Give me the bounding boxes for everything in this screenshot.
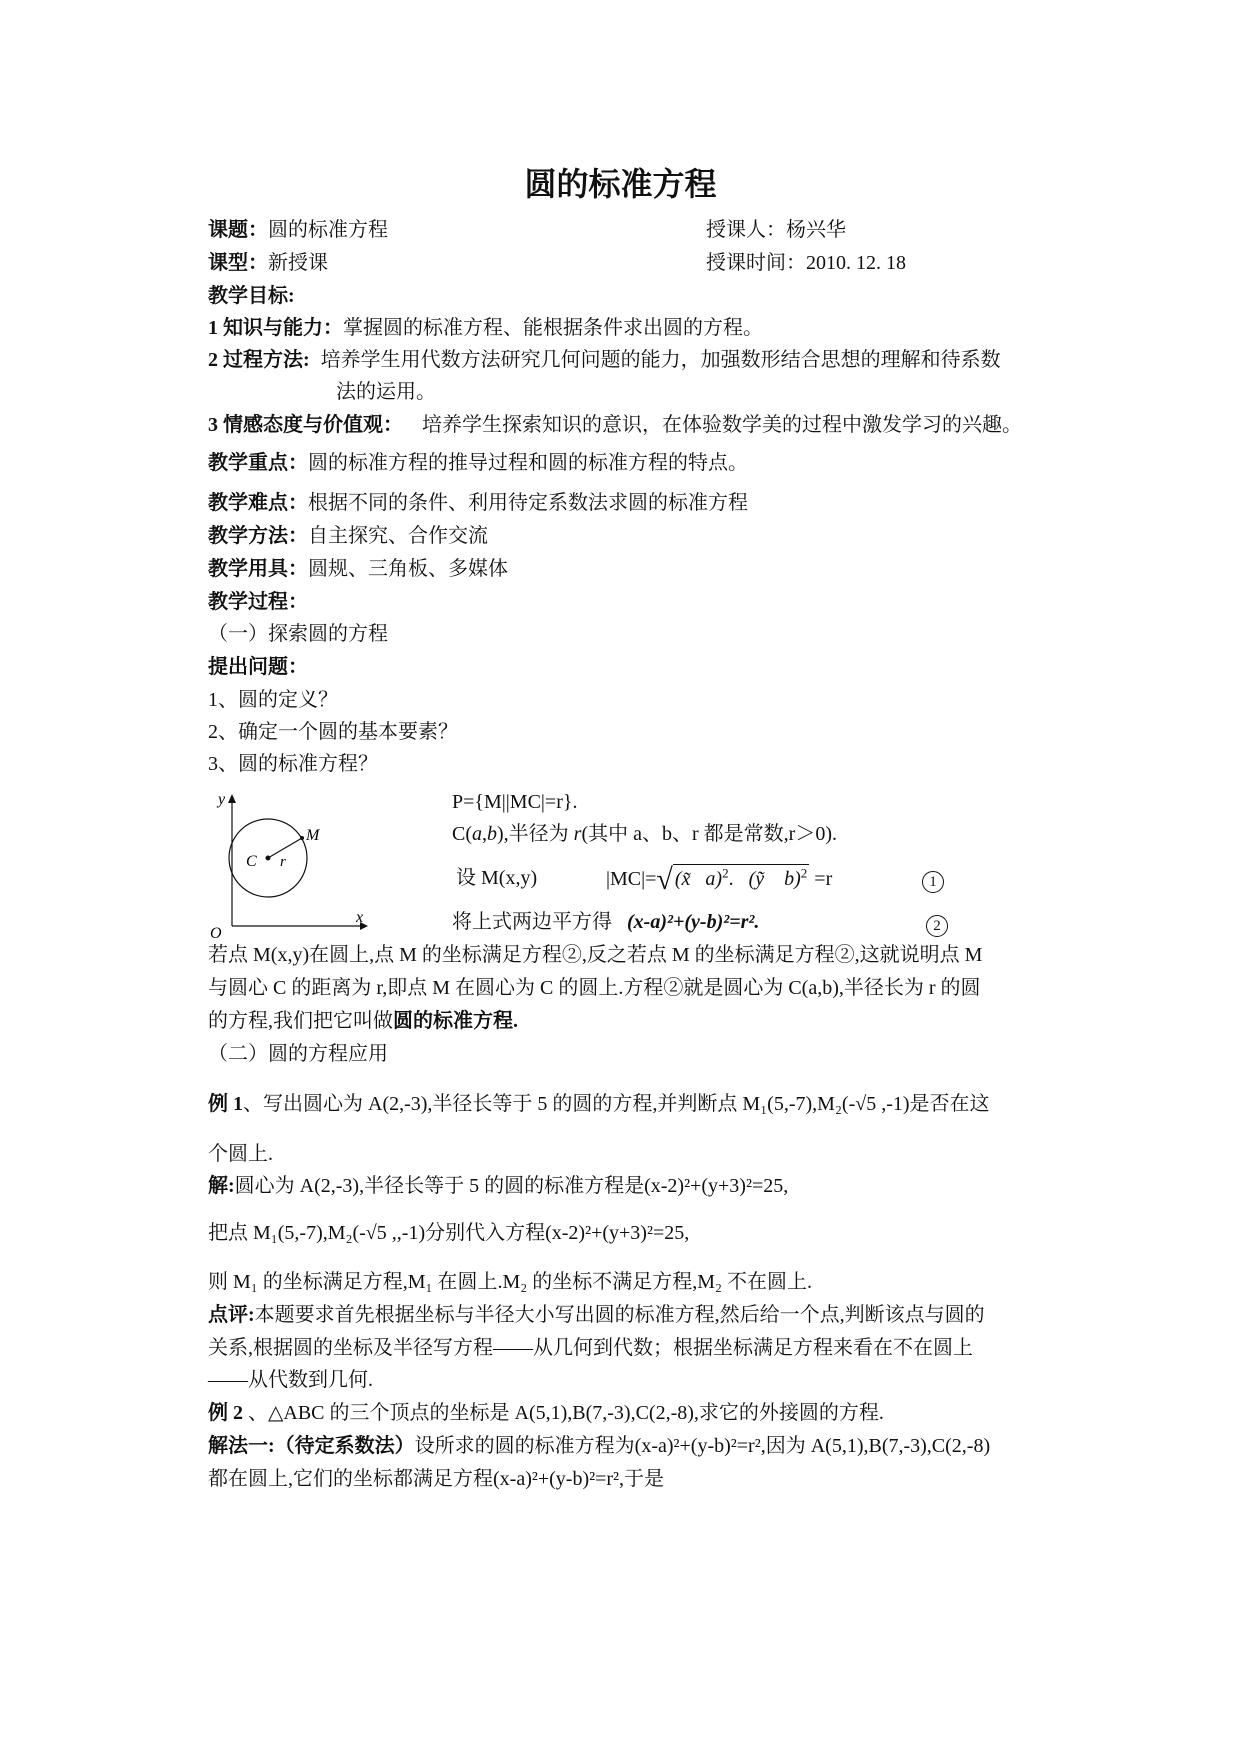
example-1-comment-3: ——从代数到几何. xyxy=(208,1369,373,1391)
focus-line xyxy=(208,449,748,477)
center-comma: , xyxy=(482,823,487,845)
square-text: 将上式两边平方得 xyxy=(452,911,612,933)
solution-method-label: 解法一:（待定系数法） xyxy=(208,1435,415,1457)
center-note: (其中 a、b、r 都是常数,r＞0). xyxy=(581,823,837,845)
goal-2-cont: 法的运用。 xyxy=(336,381,436,403)
explain-line-3 xyxy=(208,1007,518,1035)
explain-l3-bold: 圆的标准方程. xyxy=(393,1010,518,1032)
goal-1-label: 1 知识与能力： xyxy=(208,317,343,339)
focus-text: 圆的标准方程的推导过程和圆的标准方程的特点。 xyxy=(308,452,748,474)
type-value: 新授课 xyxy=(268,252,328,274)
goal-2 xyxy=(208,346,1001,374)
example-1-text: 、写出圆心为 A(2,-3),半径长等于 5 的圆的方程,并判断点 M₁(5,-7),M₂(-√5 ,-1)是否在这 xyxy=(243,1093,990,1115)
comment-label: 点评: xyxy=(208,1304,255,1326)
example-1-comment-1 xyxy=(208,1301,985,1329)
center-r: r xyxy=(573,823,582,845)
example-2-text: 、△ABC 的三个顶点的坐标是 A(5,1),B(7,-3),C(2,-8),求它的外接圆的方程. xyxy=(243,1402,884,1424)
section-2-heading: （二）圆的方程应用 xyxy=(208,1043,388,1065)
example-2-solution-1 xyxy=(208,1432,990,1460)
example-2-solution-2: 都在圆上,它们的坐标都满足方程(x-a)²+(y-b)²=r²,于是 xyxy=(208,1468,665,1490)
page-title: 圆的标准方程 xyxy=(524,166,717,202)
distance-formula xyxy=(606,864,832,894)
x-axis-label: x xyxy=(356,909,364,926)
example-2-line-1 xyxy=(208,1399,884,1427)
example-1-solution-3: 则 M₁ 的坐标满足方程,M₁ 在圆上.M₂ 的坐标不满足方程,M₂ 不在圆上. xyxy=(208,1271,813,1293)
example-1-line-1 xyxy=(208,1090,990,1118)
set-definition: P={M||MC|=r}. xyxy=(452,791,578,813)
y-axis-label: y xyxy=(218,791,226,808)
method-line xyxy=(208,522,488,550)
question-1: 1、圆的定义？ xyxy=(208,689,338,711)
date-line xyxy=(706,249,906,277)
date-value: 2010. 12. 18 xyxy=(806,252,906,274)
difficulty-text: 根据不同的条件、利用待定系数法求圆的标准方程 xyxy=(308,492,748,514)
mc-label: |MC|= xyxy=(606,868,657,890)
goal-2-label: 2 过程方法: xyxy=(208,349,310,371)
difficulty-label: 教学难点： xyxy=(208,492,308,514)
tools-line xyxy=(208,555,508,583)
center-label: C xyxy=(246,853,257,870)
center-post: ),半径为 xyxy=(497,823,574,845)
center-definition xyxy=(452,820,837,848)
type-label: 课型： xyxy=(208,252,268,274)
example-1-solution-2: 把点 M₁(5,-7),M₂(-√5 ,,-1)分别代入方程(x-2)²+(y+3)²=25, xyxy=(208,1222,690,1244)
square-line xyxy=(452,908,759,936)
solution-1-text: 圆心为 A(2,-3),半径长等于 5 的圆的标准方程是(x-2)²+(y+3)²=25, xyxy=(234,1175,789,1197)
radicand: (x̃ a)$^2$. (ỹ b)$^2$ xyxy=(673,864,809,893)
topic-value: 圆的标准方程 xyxy=(268,219,388,241)
topic-line xyxy=(208,216,388,244)
teacher-value: 杨兴华 xyxy=(786,219,846,241)
origin-label: O xyxy=(210,925,222,940)
center-b: b xyxy=(487,823,497,845)
eq-number-2: 2 xyxy=(926,910,948,938)
goal-3 xyxy=(208,411,1022,439)
topic-label: 课题： xyxy=(208,219,268,241)
explain-line-2: 与圆心 C 的距离为 r,即点 M 在圆心为 C 的圆上.方程②就是圆心为 C(a,b),半径长为 r 的圆 xyxy=(208,977,981,999)
section-1-heading: （一）探索圆的方程 xyxy=(208,623,388,645)
difficulty-line xyxy=(208,489,748,517)
goal-1 xyxy=(208,314,763,342)
goal-3-text: 培养学生探索知识的意识，在体验数学美的过程中激发学习的兴趣。 xyxy=(422,414,1022,436)
point-m xyxy=(300,836,304,840)
example-1-comment-2: 关系,根据圆的坐标及半径写方程——从几何到代数；根据坐标满足方程来看在不在圆上 xyxy=(208,1337,973,1359)
teacher-label: 授课人： xyxy=(706,219,786,241)
standard-equation: (x-a)²+(y-b)²=r². xyxy=(627,911,760,933)
radius-label: r xyxy=(280,854,286,870)
m-label: M xyxy=(306,827,320,844)
explain-line-1: 若点 M(x,y)在圆上,点 M 的坐标满足方程②,反之若点 M 的坐标满足方程②,这就说明点 M xyxy=(208,944,983,966)
method-label: 教学方法： xyxy=(208,525,308,547)
question-2: 2、确定一个圆的基本要素？ xyxy=(208,721,458,743)
eq-number-1: 1 xyxy=(922,866,944,894)
eq-r: =r xyxy=(814,868,833,890)
process-label: 教学过程： xyxy=(208,591,308,613)
circle-diagram xyxy=(206,790,376,940)
goal-2-text: 培养学生用代数方法研究几何问题的能力，加强数形结合思想的理解和待系数 xyxy=(320,349,1001,371)
questions-label: 提出问题： xyxy=(208,656,308,678)
goals-label: 教学目标: xyxy=(208,285,295,307)
type-line xyxy=(208,249,328,277)
goal-3-label: 3 情感态度与价值观： xyxy=(208,414,403,436)
explain-l3-text: 的方程,我们把它叫做 xyxy=(208,1010,393,1032)
solution-label: 解: xyxy=(208,1175,235,1197)
y-axis-arrow xyxy=(228,794,236,803)
teacher-line xyxy=(706,216,846,244)
tools-label: 教学用具： xyxy=(208,558,308,580)
example-1-solution-1 xyxy=(208,1172,788,1200)
focus-label: 教学重点： xyxy=(208,452,308,474)
center-a: a xyxy=(472,823,482,845)
date-label: 授课时间： xyxy=(706,252,806,274)
let-m: 设 M(x,y) xyxy=(456,867,538,889)
sqrt-icon: √ xyxy=(656,863,673,896)
method-text: 自主探究、合作交流 xyxy=(308,525,488,547)
comment-1-text: 本题要求首先根据坐标与半径大小写出圆的标准方程,然后给一个点,判断该点与圆的 xyxy=(254,1304,985,1326)
example-2-label: 例 2 xyxy=(208,1402,243,1424)
example-2-solution-1-text: 设所求的圆的标准方程为(x-a)²+(y-b)²=r²,因为 A(5,1),B(7,-3),C(2,-8) xyxy=(414,1435,991,1457)
goal-1-text: 掌握圆的标准方程、能根据条件求出圆的方程。 xyxy=(343,317,763,339)
center-pre: C( xyxy=(452,823,472,845)
question-3: 3、圆的标准方程？ xyxy=(208,753,378,775)
example-1-line-2: 个圆上. xyxy=(208,1143,273,1165)
example-1-label: 例 1 xyxy=(208,1093,243,1115)
tools-text: 圆规、三角板、多媒体 xyxy=(308,558,508,580)
